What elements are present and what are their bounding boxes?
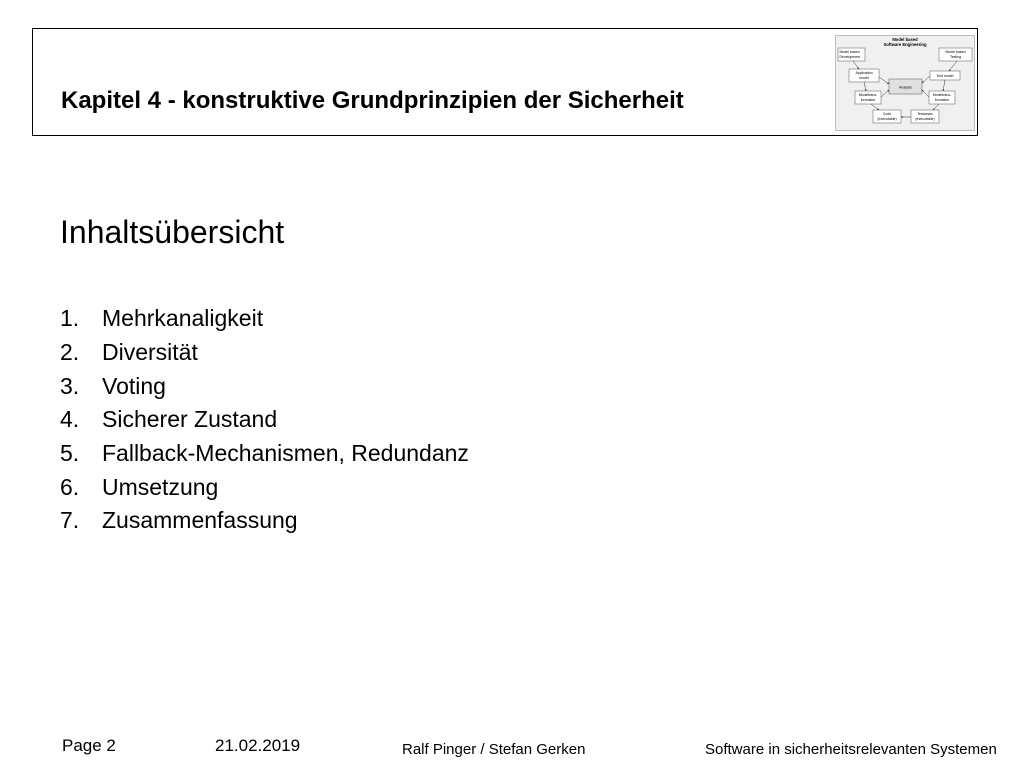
mbd-label-2: Development	[839, 55, 861, 59]
toc-item-label: Fallback-Mechanismen, Redundanz	[102, 440, 469, 467]
toc-item-label: Mehrkanaligkeit	[102, 305, 264, 332]
toc-item-number: 7.	[60, 507, 80, 534]
toc-item	[60, 403, 469, 437]
table-of-contents	[60, 302, 469, 538]
mbd-label-1: Model based	[839, 50, 860, 54]
mt-left-label-2: formation	[860, 98, 876, 102]
toc-item	[60, 336, 469, 370]
mt-right-label-2: formation	[934, 98, 950, 102]
analysis-label: Analysis	[898, 85, 913, 90]
toc-item-label: Voting	[102, 372, 166, 399]
page-number: Page 2	[62, 736, 116, 755]
toc-item-label: Umsetzung	[102, 473, 219, 500]
mt-right-label-1: Modeltrans-	[932, 93, 952, 97]
toc-item-label: Diversität	[102, 339, 198, 366]
app-model-label-2: model	[859, 76, 869, 80]
code-label-2: (executable)	[877, 117, 897, 121]
testcases-label-1: Testcases	[917, 112, 933, 116]
slide-title: Kapitel 4 - konstruktive Grundprinzipien der Sicherheit	[61, 87, 684, 114]
mbt-label-2: Testing	[949, 55, 962, 59]
toc-item	[60, 437, 469, 471]
toc-item	[60, 470, 469, 504]
toc-item	[60, 369, 469, 403]
mt-left-label-1: Modeltrans-	[858, 93, 878, 97]
mbt-label-1: Model based	[945, 50, 966, 54]
footer-date: 21.02.2019	[215, 736, 301, 755]
mbse-diagram	[835, 35, 975, 131]
testcases-label-2: (executable)	[915, 117, 935, 121]
toc-item-label: Sicherer Zustand	[102, 406, 278, 433]
toc-item-number: 6.	[60, 473, 80, 500]
toc-item-label: Zusammenfassung	[102, 507, 298, 534]
toc-item-number: 3.	[60, 372, 80, 399]
toc-item-number: 2.	[60, 339, 80, 366]
slide-header	[32, 28, 978, 136]
app-model-label-1: Application	[855, 71, 873, 75]
toc-item-number: 1.	[60, 305, 80, 332]
toc-item	[60, 302, 469, 336]
toc-item-number: 5.	[60, 440, 80, 467]
code-label-1: Code	[882, 112, 892, 116]
diagram-title-2: Software Engineering	[883, 42, 927, 47]
test-model-label: Test model	[936, 74, 954, 78]
footer-course-title: Software in sicherheitsrelevanten Systemen	[705, 741, 997, 758]
footer-authors: Ralf Pinger / Stefan Gerken	[402, 741, 586, 758]
diagram-title-1: Model based	[892, 37, 918, 42]
toc-item-number: 4.	[60, 406, 80, 433]
toc-item	[60, 504, 469, 538]
section-heading: Inhaltsübersicht	[60, 214, 285, 250]
